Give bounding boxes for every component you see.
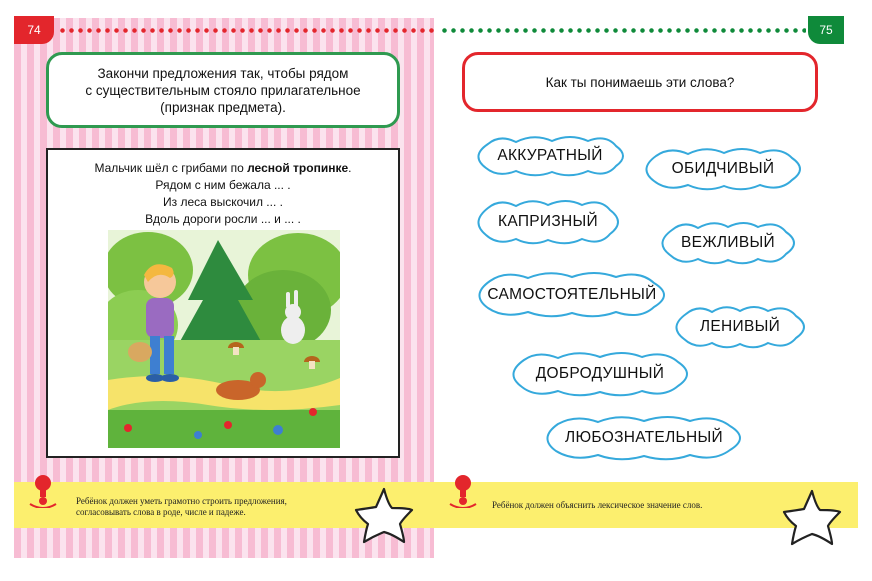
word-label: ВЕЖЛИВЫЙ	[681, 234, 775, 251]
page-number-left: 74	[14, 16, 54, 44]
word-cloud	[474, 200, 622, 244]
footer-text-left	[76, 496, 376, 518]
footer-right	[434, 482, 858, 528]
instruction-line: с существительным стояло прилагательное	[85, 82, 361, 98]
instruction-text: Как ты понимаешь эти слова?	[545, 74, 735, 90]
exclamation-logo-icon	[28, 474, 58, 508]
word-label: ЛЮБОЗНАТЕЛЬНЫЙ	[565, 429, 723, 446]
word-cloud	[542, 416, 746, 460]
word-label: АККУРАТНЫЙ	[497, 147, 603, 164]
instruction-line: (признак предмета).	[160, 99, 286, 115]
word-cloud	[672, 306, 808, 348]
footer-left	[14, 482, 434, 528]
word-label: ЛЕНИВЫЙ	[699, 318, 781, 335]
story-box	[46, 148, 400, 458]
page-number-right: 75	[808, 16, 844, 44]
word-label: КАПРИЗНЫЙ	[498, 213, 598, 230]
footer-line: согласовывать слова в роде, числе и падеже.	[76, 507, 246, 517]
word-label: САМОСТОЯТЕЛЬНЫЙ	[487, 286, 657, 303]
instruction-box-left	[46, 52, 400, 128]
word-cloud	[508, 352, 692, 396]
star-icon	[780, 488, 844, 546]
word-label: ДОБРОДУШНЫЙ	[535, 365, 665, 382]
word-cloud	[642, 148, 804, 190]
footer-line: Ребёнок должен уметь грамотно строить предложения,	[76, 496, 287, 506]
story-line-1-bold: лесной тропинке	[247, 161, 349, 175]
dotted-line-left	[58, 28, 434, 33]
forest-illustration	[108, 230, 340, 448]
word-label: ОБИДЧИВЫЙ	[671, 160, 775, 177]
story-line-1-suffix: .	[348, 161, 352, 175]
story-line-3: Из леса выскочил ... .	[163, 195, 283, 209]
word-cloud	[474, 272, 670, 318]
instruction-line: Закончи предложения так, чтобы рядом	[97, 65, 349, 81]
dotted-line-right	[440, 28, 806, 33]
footer-text-right: Ребёнок должен объяснить лексическое значение слов.	[492, 500, 703, 510]
story-line-1-prefix: Мальчик шёл с грибами по	[94, 161, 248, 175]
instruction-box-right	[462, 52, 818, 112]
story-line-1	[48, 160, 398, 177]
word-cloud	[658, 222, 798, 264]
exclamation-logo-icon	[448, 474, 478, 508]
story-line-4: Вдоль дороги росли ... и ... .	[145, 212, 301, 226]
story-line-2: Рядом с ним бежала ... .	[155, 178, 291, 192]
story-text	[48, 160, 398, 228]
star-icon	[352, 486, 416, 544]
word-cloud	[474, 136, 626, 176]
